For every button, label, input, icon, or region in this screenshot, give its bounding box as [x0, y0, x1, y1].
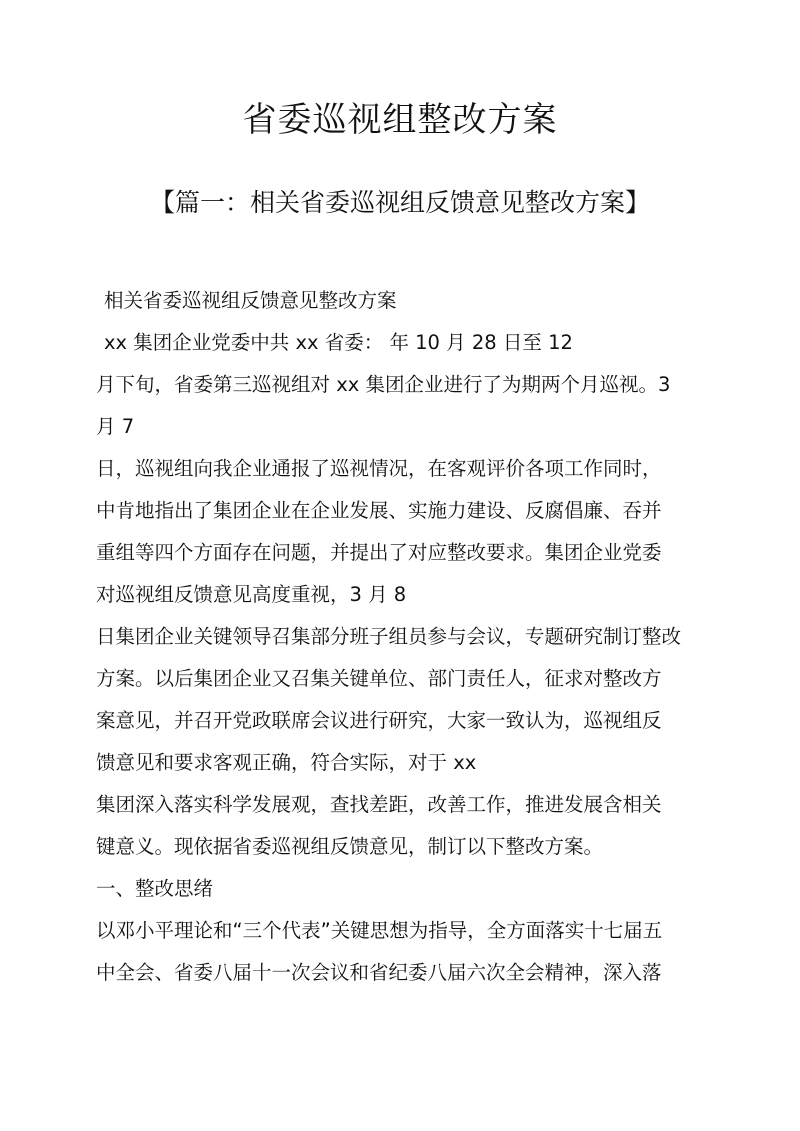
body-line: 集团深入落实科学发展观，查找差距，改善工作，推进发展含相关 [96, 793, 662, 816]
body-line: 以邓小平理论和“三个代表”关键思想为指导，全方面落实十七届五 [96, 919, 663, 942]
document-title: 省委巡视组整改方案 [242, 100, 558, 140]
body-line: 键意义。现依据省委巡视组反馈意见，制订以下整改方案。 [96, 835, 604, 858]
body-line: xx 集团企业党委中共 xx 省委： 年 10 月 28 日至 12 [104, 331, 573, 354]
body-line: 月 7 [96, 415, 135, 438]
body-line: 重组等四个方面存在问题，并提出了对应整改要求。集团企业党委 [96, 541, 662, 564]
section-heading: 一、整改思绪 [96, 877, 214, 900]
body-line: 日，巡视组向我企业通报了巡视情况，在客观评价各项工作同时， [96, 457, 662, 480]
body-line: 日集团企业关键领导召集部分班子组员参与会议，专题研究制订整改 [96, 625, 682, 648]
body-line: 月下旬，省委第三巡视组对 xx 集团企业进行了为期两个月巡视。3 [96, 373, 671, 396]
body-line: 方案。以后集团企业又召集关键单位、部门责任人，征求对整改方 [96, 667, 662, 690]
document-body [96, 280, 736, 994]
body-line: 馈意见和要求客观正确，符合实际，对于 xx [96, 751, 477, 774]
body-line: 案意见，并召开党政联席会议进行研究，大家一致认为，巡视组反 [96, 709, 662, 732]
body-line: 中全会、省委八届十一次会议和省纪委八届六次全会精神，深入落 [96, 961, 662, 984]
body-line: 中肯地指出了集团企业在企业发展、实施力建设、反腐倡廉、吞并 [96, 499, 662, 522]
section-heading: 相关省委巡视组反馈意见整改方案 [104, 289, 397, 312]
body-line: 对巡视组反馈意见高度重视，3 月 8 [96, 583, 407, 606]
document-subtitle: 【篇一：相关省委巡视组反馈意见整改方案】 [149, 188, 650, 217]
